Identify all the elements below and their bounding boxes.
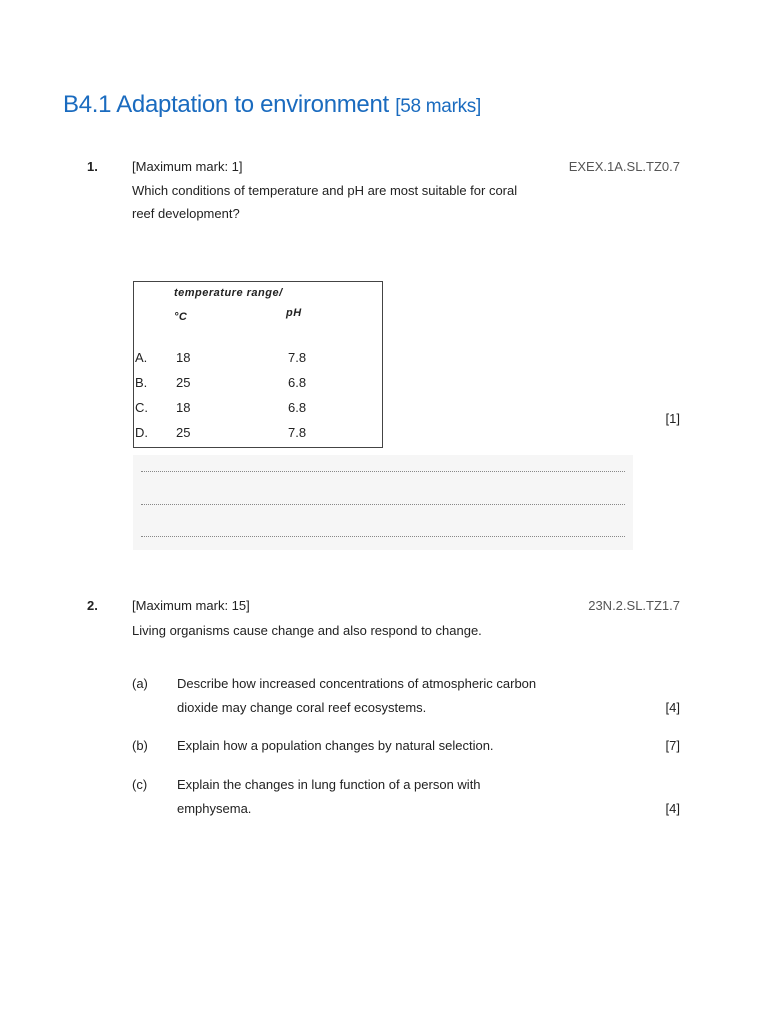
answer-area[interactable] xyxy=(133,455,633,550)
question-2-intro: Living organisms cause change and also respond to change. xyxy=(132,623,482,638)
part-a-text-line1: Describe how increased concentrations of atmospheric carbon xyxy=(177,676,537,691)
question-2-reference: 23N.2.SL.TZ1.7 xyxy=(588,598,680,613)
option-b-label: B. xyxy=(135,375,148,390)
part-a-mark: [4] xyxy=(665,700,680,715)
option-c-temp: 18 xyxy=(176,400,191,415)
part-c-text-line2: emphysema. xyxy=(177,801,252,816)
question-2-number: 2. xyxy=(87,598,98,613)
total-marks: [58 marks] xyxy=(395,96,481,117)
page-title xyxy=(63,91,481,119)
part-b-mark: [7] xyxy=(665,738,680,753)
part-b-label: (b) xyxy=(132,738,148,753)
question-2-max-mark: [Maximum mark: 15] xyxy=(132,598,250,613)
answer-line xyxy=(141,504,625,505)
option-c-label: C. xyxy=(135,400,148,415)
part-a-label: (a) xyxy=(132,676,148,691)
option-d-label: D. xyxy=(135,425,148,440)
question-1-mark: [1] xyxy=(665,411,680,426)
options-table xyxy=(133,281,383,448)
part-c-mark: [4] xyxy=(665,801,680,816)
question-1-text-line2: reef development? xyxy=(132,206,240,221)
question-1-max-mark: [Maximum mark: 1] xyxy=(132,159,243,174)
option-a-ph: 7.8 xyxy=(288,350,307,365)
part-c-text-line1: Explain the changes in lung function of a person with xyxy=(177,777,481,792)
question-1-text-line1: Which conditions of temperature and pH are most suitable for coral xyxy=(132,183,518,198)
option-b-temp: 25 xyxy=(176,375,191,390)
option-d-temp: 25 xyxy=(176,425,191,440)
question-1-reference: EXEX.1A.SL.TZ0.7 xyxy=(568,159,680,174)
option-a-temp: 18 xyxy=(176,350,191,365)
option-b-ph: 6.8 xyxy=(288,375,307,390)
header-temperature-unit: °C xyxy=(174,311,188,323)
header-temperature: temperature range/ xyxy=(174,287,283,299)
part-c-label: (c) xyxy=(132,777,148,792)
answer-line xyxy=(141,471,625,472)
option-d-ph: 7.8 xyxy=(288,425,307,440)
answer-line xyxy=(141,536,625,537)
part-a-text-line2: dioxide may change coral reef ecosystems. xyxy=(177,700,427,715)
question-1-number: 1. xyxy=(87,159,98,174)
option-a-label: A. xyxy=(135,350,148,365)
title-text: B4.1 Adaptation to environment xyxy=(63,91,389,118)
part-b-text-line1: Explain how a population changes by natural selection. xyxy=(177,738,494,753)
option-c-ph: 6.8 xyxy=(288,400,307,415)
header-ph: pH xyxy=(286,307,302,319)
